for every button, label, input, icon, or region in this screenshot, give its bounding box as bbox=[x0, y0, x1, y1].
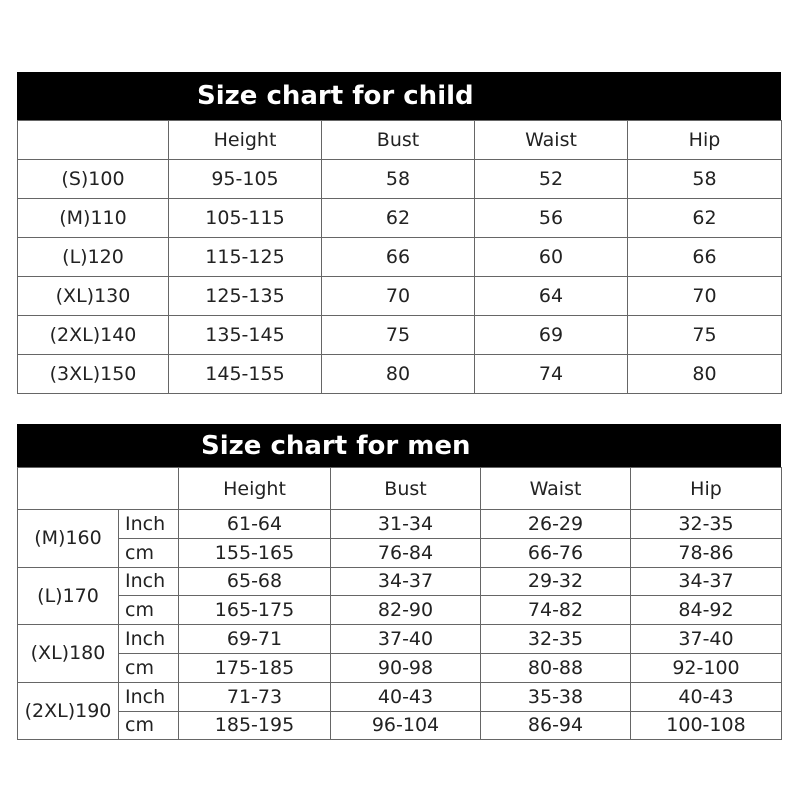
bust-cell: 80 bbox=[322, 355, 475, 394]
bust-cell: 34-37 bbox=[331, 567, 481, 596]
bust-cell: 62 bbox=[322, 199, 475, 238]
height-cell: 175-185 bbox=[179, 653, 331, 682]
header-waist: Waist bbox=[475, 121, 628, 160]
waist-cell: 80-88 bbox=[481, 653, 631, 682]
size-cell: (XL)130 bbox=[18, 277, 169, 316]
table-row bbox=[18, 160, 782, 199]
size-cell: (2XL)190 bbox=[18, 682, 119, 740]
bust-cell: 37-40 bbox=[331, 625, 481, 654]
header-height: Height bbox=[169, 121, 322, 160]
child-chart-title: Size chart for child bbox=[17, 72, 781, 120]
bust-cell: 82-90 bbox=[331, 596, 481, 625]
table-row bbox=[18, 596, 782, 625]
bust-cell: 76-84 bbox=[331, 538, 481, 567]
table-row bbox=[18, 277, 782, 316]
height-cell: 185-195 bbox=[179, 711, 331, 740]
table-header-row bbox=[18, 121, 782, 160]
header-empty bbox=[18, 468, 179, 510]
height-cell: 165-175 bbox=[179, 596, 331, 625]
waist-cell: 29-32 bbox=[481, 567, 631, 596]
table-header-row bbox=[18, 468, 782, 510]
height-cell: 155-165 bbox=[179, 538, 331, 567]
waist-cell: 69 bbox=[475, 316, 628, 355]
size-cell: (M)160 bbox=[18, 510, 119, 568]
unit-cell: Inch bbox=[119, 567, 179, 596]
table-row bbox=[18, 682, 782, 711]
bust-cell: 96-104 bbox=[331, 711, 481, 740]
table-row bbox=[18, 567, 782, 596]
bust-cell: 31-34 bbox=[331, 510, 481, 539]
unit-cell: cm bbox=[119, 711, 179, 740]
men-size-table bbox=[17, 467, 782, 740]
height-cell: 135-145 bbox=[169, 316, 322, 355]
hip-cell: 70 bbox=[628, 277, 782, 316]
waist-cell: 35-38 bbox=[481, 682, 631, 711]
table-row bbox=[18, 653, 782, 682]
table-row bbox=[18, 510, 782, 539]
waist-cell: 64 bbox=[475, 277, 628, 316]
hip-cell: 32-35 bbox=[631, 510, 782, 539]
waist-cell: 86-94 bbox=[481, 711, 631, 740]
size-cell: (M)110 bbox=[18, 199, 169, 238]
height-cell: 65-68 bbox=[179, 567, 331, 596]
men-chart-title: Size chart for men bbox=[17, 424, 781, 467]
waist-cell: 74-82 bbox=[481, 596, 631, 625]
table-row bbox=[18, 238, 782, 277]
bust-cell: 66 bbox=[322, 238, 475, 277]
header-waist: Waist bbox=[481, 468, 631, 510]
header-hip: Hip bbox=[631, 468, 782, 510]
height-cell: 71-73 bbox=[179, 682, 331, 711]
size-cell: (L)170 bbox=[18, 567, 119, 625]
men-size-chart bbox=[17, 424, 781, 740]
height-cell: 105-115 bbox=[169, 199, 322, 238]
height-cell: 69-71 bbox=[179, 625, 331, 654]
height-cell: 125-135 bbox=[169, 277, 322, 316]
size-cell: (3XL)150 bbox=[18, 355, 169, 394]
hip-cell: 62 bbox=[628, 199, 782, 238]
table-row bbox=[18, 538, 782, 567]
unit-cell: Inch bbox=[119, 682, 179, 711]
size-cell: (2XL)140 bbox=[18, 316, 169, 355]
bust-cell: 58 bbox=[322, 160, 475, 199]
child-size-table bbox=[17, 120, 782, 394]
hip-cell: 34-37 bbox=[631, 567, 782, 596]
hip-cell: 75 bbox=[628, 316, 782, 355]
bust-cell: 70 bbox=[322, 277, 475, 316]
height-cell: 95-105 bbox=[169, 160, 322, 199]
waist-cell: 52 bbox=[475, 160, 628, 199]
header-bust: Bust bbox=[322, 121, 475, 160]
bust-cell: 40-43 bbox=[331, 682, 481, 711]
height-cell: 145-155 bbox=[169, 355, 322, 394]
unit-cell: cm bbox=[119, 538, 179, 567]
header-empty bbox=[18, 121, 169, 160]
hip-cell: 78-86 bbox=[631, 538, 782, 567]
height-cell: 115-125 bbox=[169, 238, 322, 277]
size-cell: (S)100 bbox=[18, 160, 169, 199]
table-row bbox=[18, 355, 782, 394]
waist-cell: 74 bbox=[475, 355, 628, 394]
header-bust: Bust bbox=[331, 468, 481, 510]
header-height: Height bbox=[179, 468, 331, 510]
waist-cell: 56 bbox=[475, 199, 628, 238]
hip-cell: 66 bbox=[628, 238, 782, 277]
unit-cell: cm bbox=[119, 596, 179, 625]
hip-cell: 100-108 bbox=[631, 711, 782, 740]
height-cell: 61-64 bbox=[179, 510, 331, 539]
waist-cell: 66-76 bbox=[481, 538, 631, 567]
size-cell: (L)120 bbox=[18, 238, 169, 277]
unit-cell: Inch bbox=[119, 625, 179, 654]
waist-cell: 60 bbox=[475, 238, 628, 277]
hip-cell: 58 bbox=[628, 160, 782, 199]
size-cell: (XL)180 bbox=[18, 625, 119, 683]
bust-cell: 75 bbox=[322, 316, 475, 355]
unit-cell: Inch bbox=[119, 510, 179, 539]
table-row bbox=[18, 711, 782, 740]
hip-cell: 40-43 bbox=[631, 682, 782, 711]
hip-cell: 37-40 bbox=[631, 625, 782, 654]
hip-cell: 92-100 bbox=[631, 653, 782, 682]
unit-cell: cm bbox=[119, 653, 179, 682]
table-row bbox=[18, 625, 782, 654]
waist-cell: 32-35 bbox=[481, 625, 631, 654]
bust-cell: 90-98 bbox=[331, 653, 481, 682]
table-row bbox=[18, 316, 782, 355]
table-row bbox=[18, 199, 782, 238]
hip-cell: 84-92 bbox=[631, 596, 782, 625]
hip-cell: 80 bbox=[628, 355, 782, 394]
header-hip: Hip bbox=[628, 121, 782, 160]
child-size-chart bbox=[17, 72, 781, 394]
waist-cell: 26-29 bbox=[481, 510, 631, 539]
